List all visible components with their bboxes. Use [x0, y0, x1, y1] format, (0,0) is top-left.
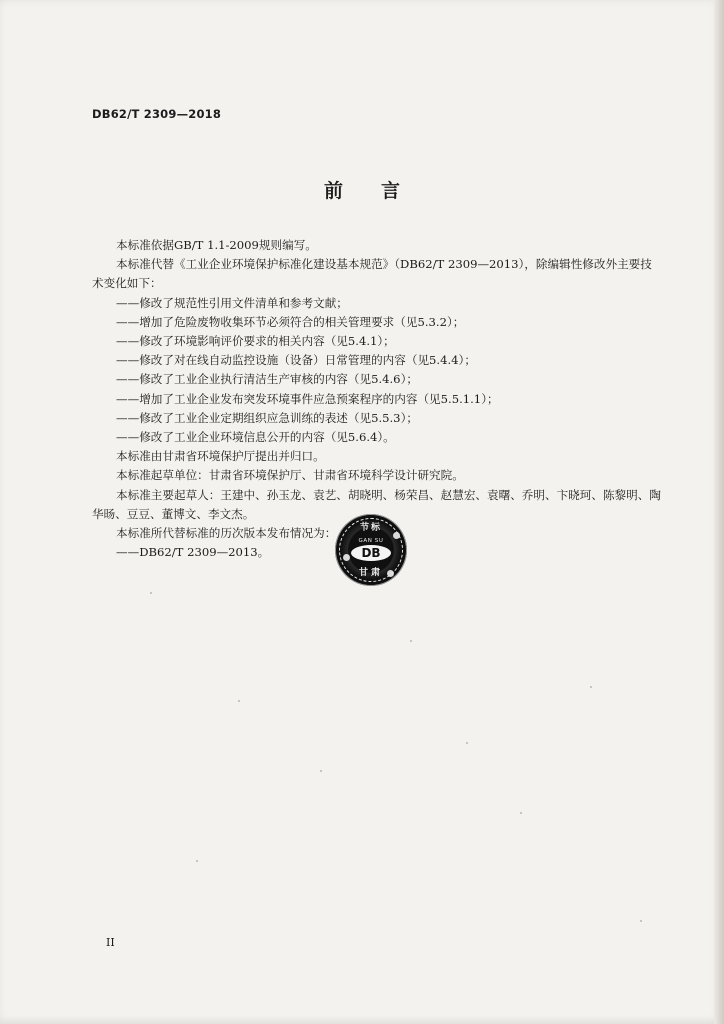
seal-top-text: 节标: [359, 523, 382, 533]
paragraph-drafting-units: 本标准起草单位：甘肃省环境保护厅、甘肃省环境科学设计研究院。: [116, 468, 464, 483]
paragraph-history-intro: 本标准所代替标准的历次版本发布情况为：: [116, 526, 337, 541]
official-seal-stamp: [335, 514, 407, 586]
page-number: II: [106, 936, 115, 949]
page-edge-shadow: [714, 0, 724, 1024]
foreword-body: [92, 236, 662, 562]
scan-speck: [590, 686, 592, 688]
change-item: ——修改了工业企业执行清洁生产审核的内容（见5.4.6）；: [116, 372, 418, 387]
scan-speck: [196, 860, 198, 862]
scan-speck: [520, 812, 522, 814]
seal-sub-text: GAN SU: [358, 538, 384, 544]
change-item: ——修改了工业企业定期组织应急训练的表述（见5.5.3）；: [116, 410, 418, 425]
change-item: ——修改了环境影响评价要求的相关内容（见5.4.1）；: [116, 334, 395, 349]
scan-speck: [238, 700, 240, 702]
scan-speck: [410, 640, 412, 642]
page-title: 前言: [323, 180, 438, 202]
paragraph-replacement: 本标准代替《工业企业环境保护标准化建设基本规范》（DB62/T 2309—2013），除编辑性修改外主要技术变化如下：: [92, 257, 652, 291]
change-item: ——增加了工业企业发布突发环境事件应急预案程序的内容（见5.5.1.1）；: [116, 391, 499, 406]
change-item: ——修改了工业企业环境信息公开的内容（见5.6.4）。: [116, 430, 395, 445]
seal-center-text: DB: [351, 545, 391, 561]
paragraph-history-item: ——DB62/T 2309—2013。: [116, 545, 270, 560]
change-item: ——修改了规范性引用文件清单和参考文献；: [116, 295, 348, 310]
document-code: DB62/T 2309—2018: [92, 107, 222, 121]
change-item: ——修改了对在线自动监控设施（设备）日常管理的内容（见5.4.4）；: [116, 353, 476, 368]
seal-bottom-text: 甘肃: [358, 568, 383, 578]
paragraph-drafters: 本标准主要起草人：王建中、孙玉龙、袁艺、胡晓明、杨荣昌、赵慧宏、袁曙、乔明、卞晓珂、陈黎明、陶华旸、豆豆、董博文、李文杰。: [92, 487, 661, 521]
paragraph-proposer: 本标准由甘肃省环境保护厅提出并归口。: [116, 449, 325, 464]
scan-speck: [640, 920, 642, 922]
scan-speck: [320, 770, 322, 772]
seal-speck: [343, 554, 350, 561]
scan-speck: [150, 592, 152, 594]
scan-speck: [466, 742, 468, 744]
change-item: ——增加了危险废物收集环节必须符合的相关管理要求（见5.3.2）；: [116, 314, 465, 329]
paragraph-basis: 本标准依据GB/T 1.1-2009规则编写。: [116, 238, 317, 252]
